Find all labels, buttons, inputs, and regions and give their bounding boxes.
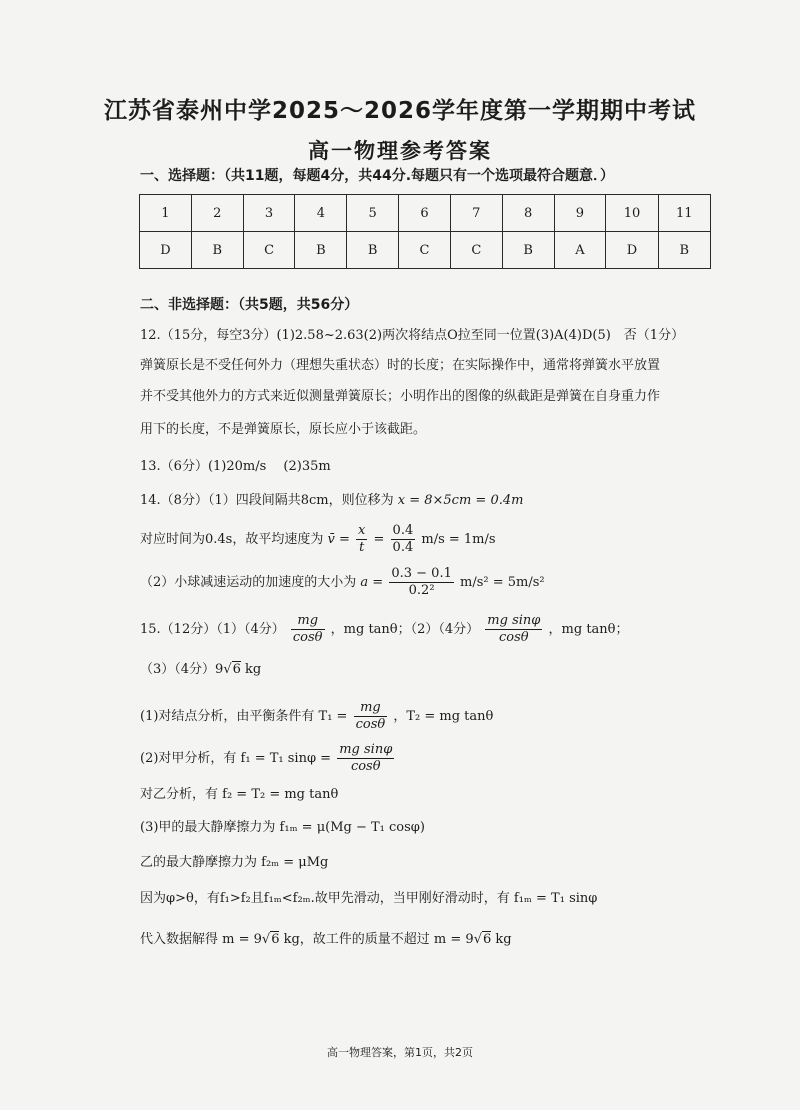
q15-a7-c: kg: [491, 932, 512, 947]
q14-t: t: [359, 540, 365, 555]
q14-a: a =: [360, 575, 384, 590]
section1-heading: 一、选择题：（共11题，每题4分，共44分.每题只有一个选项最符合题意．）: [140, 168, 615, 184]
q15-a7-b: kg，故工件的质量不超过 m = 9: [279, 932, 474, 947]
section2-heading: 二、非选择题：（共5题，共56分）: [140, 297, 359, 313]
q15-line-1: [140, 613, 629, 646]
question-number-cell: 9: [554, 195, 606, 232]
question-number-cell: 2: [191, 195, 243, 232]
answer-cell: B: [347, 232, 399, 269]
answer-cell: B: [658, 232, 710, 269]
q15-a1-num: mg: [354, 700, 388, 717]
q15-f1-num: mg: [291, 613, 325, 630]
q13-line: 13.（6分）(1)20m/s (2)35m: [140, 459, 331, 474]
answer-cell: B: [295, 232, 347, 269]
q14-fraction-values: [391, 523, 416, 556]
q15-f2-den: cosθ: [499, 630, 529, 645]
answer-cell: D: [140, 232, 192, 269]
q15-analysis-7: 代入数据解得 m = 9√6 kg，故工件的质量不超过 m = 9√6 kg: [140, 932, 512, 947]
q14-text-1: 14.（8分）（1）四段间隔共8cm，则位移为: [140, 493, 394, 508]
q14-tail: m/s = 1m/s: [421, 532, 496, 547]
q15-a1-fraction: [354, 700, 388, 733]
q15-a2-text: (2)对甲分析，有 f₁ = T₁ sinφ =: [140, 751, 332, 766]
q15-text-c: ，mg tanθ；: [548, 622, 629, 637]
q15-analysis-5: 乙的最大静摩擦力为 f₂ₘ = μMg: [140, 855, 329, 870]
q14-line-1: [140, 491, 523, 511]
q15-root: 6: [232, 662, 241, 677]
q14-num: 0.4: [392, 523, 414, 538]
q15-f2-num: mg sinφ: [487, 613, 541, 628]
q15-a2-den: cosθ: [350, 759, 381, 774]
q12-line-4: 用下的长度，不是弹簧原长，原长应小于该截距。: [140, 422, 427, 437]
q15-a7-a: 代入数据解得 m = 9: [140, 932, 262, 947]
q15-analysis-6: 因为φ>θ，有f₁>f₂且f₁ₘ<f₂ₘ.故甲先滑动，当甲刚好滑动时，有 f₁ₘ = T₁ sinφ: [140, 891, 598, 906]
q15-a2-num: mg sinφ: [339, 742, 393, 757]
answer-cell: B: [191, 232, 243, 269]
q14-accel-den: 0.2²: [408, 583, 435, 598]
q12-line-3: 并不受其他外力的方式来近似测量弹簧原长；小明作出的图像的纵截距是弹簧在自身重力作: [140, 389, 661, 404]
q15-unit: kg: [240, 662, 262, 677]
q15-analysis-4: (3)甲的最大静摩擦力为 f₁ₘ = μ(Mg − T₁ cosφ): [140, 820, 425, 835]
q14-den: 0.4: [392, 540, 414, 555]
q14-displacement-eq: x = 8×5cm = 0.4m: [397, 493, 524, 508]
q14-text-2: 对应时间为0.4s，故平均速度为: [140, 532, 324, 547]
answer-table: [139, 194, 711, 269]
q14-accel-tail: m/s² = 5m/s²: [460, 575, 545, 590]
question-number-cell: 11: [658, 195, 710, 232]
q14-text-3: （2）小球减速运动的加速度的大小为: [140, 575, 357, 590]
answer-cell: A: [554, 232, 606, 269]
q15-analysis-2: [140, 742, 396, 775]
answer-cell: B: [502, 232, 554, 269]
q15-text-b: ，mg tanθ；（2）（4分）: [330, 622, 480, 637]
q15-a1-tail: ，T₂ = mg tanθ: [393, 709, 494, 724]
q15-analysis-1: [140, 700, 493, 733]
q14-fraction-xt: [356, 523, 367, 556]
q14-line-2: [140, 523, 496, 556]
q15-a1-text: (1)对结点分析，由平衡条件有 T₁ =: [140, 709, 348, 724]
question-number-cell: 3: [243, 195, 295, 232]
answer-cell: C: [243, 232, 295, 269]
q14-eq-sign: =: [373, 532, 385, 547]
q15-a7-root2: 6: [483, 932, 492, 947]
question-number-cell: 4: [295, 195, 347, 232]
q14-vbar: v̄ =: [327, 532, 350, 547]
q15-a1-den: cosθ: [355, 717, 386, 732]
question-number-cell: 6: [399, 195, 451, 232]
q14-x: x: [358, 523, 366, 538]
q15-fraction-1: [291, 613, 325, 646]
q12-line-1: 12.（15分，每空3分）(1)2.58~2.63(2)两次将结点O拉至同一位置(3)A(4)D(5) 否（1分）: [140, 328, 685, 343]
q15-a2-fraction: [337, 742, 394, 775]
answer-cell: C: [450, 232, 502, 269]
q14-line-3: [140, 566, 545, 599]
q15-analysis-3: 对乙分析，有 f₂ = T₂ = mg tanθ: [140, 787, 339, 802]
page-title: 江苏省泰州中学2025～2026学年度第一学期期中考试: [103, 98, 697, 124]
q14-accel-fraction: [389, 566, 454, 599]
question-number-cell: 1: [140, 195, 192, 232]
q15-text-a: 15.（12分）（1）（4分）: [140, 622, 285, 637]
q15-a7-root1: 6: [271, 932, 280, 947]
page-footer: 高一物理答案，第1页，共2页: [327, 1046, 473, 1059]
table-row-numbers: [140, 195, 711, 232]
q12-line-2: 弹簧原长是不受任何外力（理想失重状态）时的长度；在实际操作中，通常将弹簧水平放置: [140, 358, 661, 373]
question-number-cell: 7: [450, 195, 502, 232]
question-number-cell: 5: [347, 195, 399, 232]
answer-cell: C: [399, 232, 451, 269]
page-subtitle: 高一物理参考答案: [308, 139, 492, 163]
q15-part3: （3）（4分）9: [140, 662, 224, 677]
q15-fraction-2: [485, 613, 542, 646]
q14-accel-num: 0.3 − 0.1: [391, 566, 452, 581]
q15-f1-den: cosθ: [292, 630, 323, 645]
q15-line-2: （3）（4分）9√6 kg: [140, 662, 262, 677]
question-number-cell: 8: [502, 195, 554, 232]
answer-cell: D: [606, 232, 658, 269]
question-number-cell: 10: [606, 195, 658, 232]
table-row-answers: [140, 232, 711, 269]
